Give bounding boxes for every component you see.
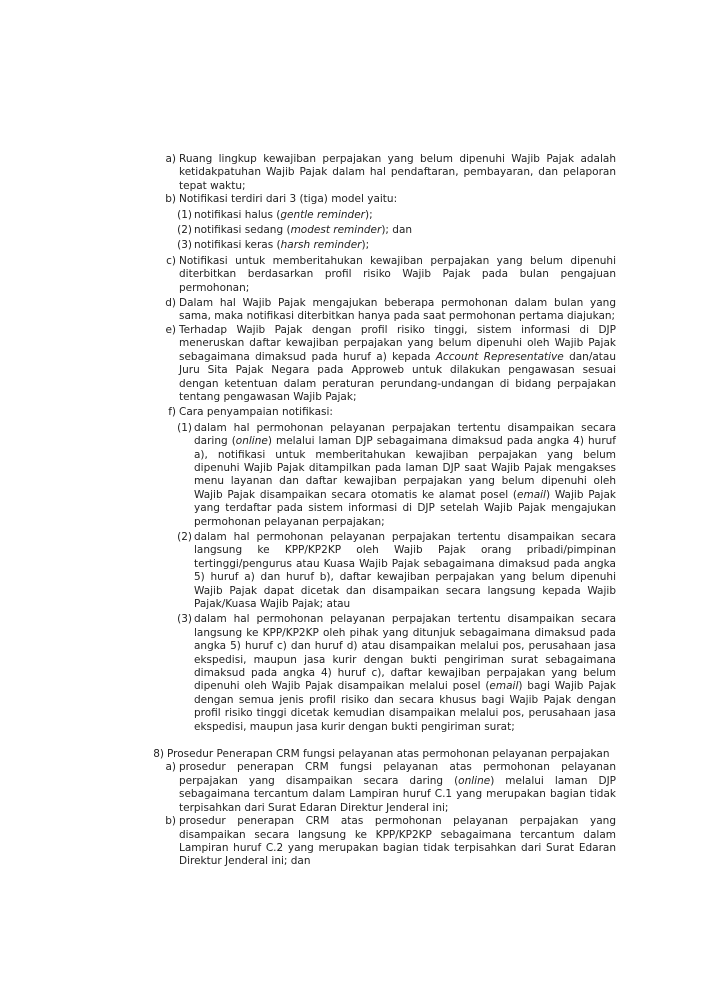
text-part: ); — [365, 208, 373, 221]
item-text — [179, 324, 616, 404]
item-label: a) — [165, 153, 176, 165]
item-label: (2) — [177, 530, 192, 543]
item-text: Notifikasi untuk memberitahukan kewajiban perpajakan yang belum dipenuhi diterbitkan berdasarkan profil risiko Wajib Pajak pada bulan pengajuan permohonan; — [179, 254, 616, 294]
text-part: ) Wajib Pajak yang terdaftar pada sistem informasi di DJP setelah Wajib Pajak mengajukan permohonan pelayanan perpajakan; — [194, 488, 616, 528]
text-part: ) bagi Wajib Pajak dengan semua jenis profil risiko dan secara khusus bagi Wajib Pajak dengan profil risiko tinggi dicetak kemudian disampaikan melalui pos, perusahaan jasa ekspedisi, maupun jasa kurir dengan bukti pengiriman surat; — [194, 680, 616, 733]
section-7-list — [153, 153, 617, 869]
section-8-heading — [148, 748, 616, 761]
item-text — [194, 224, 616, 237]
section-spacer — [160, 734, 616, 748]
notif-model-item — [176, 239, 616, 252]
section-label: 8) — [153, 748, 164, 761]
text-part: notifikasi keras ( — [194, 239, 281, 252]
italic-term: online — [458, 774, 491, 787]
text-part: Terhadap Wajib Pajak dengan profil risiko tinggi, sistem informasi di DJP meneruskan daftar kewajiban perpajakan yang belum dipenuhi oleh Wajib Pajak sebagaimana dimaksud pada huruf a) kepada — [179, 323, 616, 363]
section-8-item-b — [160, 815, 616, 869]
notif-model-item — [176, 224, 616, 237]
item-label: b) — [165, 815, 176, 828]
item-text: Notifikasi terdiri dari 3 (tiga) model yaitu: — [179, 193, 398, 206]
item-text — [194, 209, 616, 222]
text-part: notifikasi halus ( — [194, 208, 281, 221]
text-part: dan/atau Juru Sita Pajak Negara pada Approweb untuk dilakukan pengawasan sesuai dengan ketentuan dalam peraturan perundang-undangan di bidang perpajakan tentang pengawasan Wajib Pajak; — [179, 350, 617, 403]
item-label: (3) — [177, 239, 192, 252]
list-item-b — [160, 193, 616, 206]
notif-model-item — [176, 209, 616, 222]
text-part: prosedur penerapan CRM atas permohonan pelayanan perpajakan yang disampaikan secara langsung ke KPP/KP2KP sebagaimana tercantum dalam Lampiran huruf C.2 yang merupakan bagian tidak terpisahkan dari Surat Edaran Direktur Jenderal ini; dan — [179, 815, 616, 868]
text-part: ) melalui laman DJP sebagaimana tercantum dalam Lampiran huruf C.1 yang merupakan bagian tidak terpisahkan dari Surat Edaran Direktur Jenderal ini; — [179, 774, 616, 814]
delivery-methods — [176, 422, 616, 734]
italic-term: Account Representative — [435, 350, 564, 363]
item-text: Dalam hal Wajib Pajak mengajukan beberapa permohonan dalam bulan yang sama, maka notifikasi diterbitkan hanya pada saat permohonan pertama diajukan; — [179, 297, 616, 323]
list-item-d — [160, 297, 616, 324]
list-item-a — [160, 153, 616, 193]
item-text: Ruang lingkup kewajiban perpajakan yang belum dipenuhi Wajib Pajak adalah ketidakpatuhan Wajib Pajak dalam hal pendaftaran, pembayaran, dan pelaporan tepat waktu; — [179, 153, 616, 192]
item-text: Cara penyampaian notifikasi: — [179, 406, 333, 419]
delivery-item — [176, 531, 616, 611]
text-part: notifikasi sedang ( — [194, 224, 291, 237]
italic-term: gentle reminder — [280, 208, 365, 221]
text-part: dalam hal permohonan pelayanan perpajakan tertentu disampaikan secara daring ( — [194, 421, 616, 448]
item-label: f) — [168, 406, 176, 419]
item-label: a) — [165, 761, 176, 774]
text-part: ) melalui laman DJP sebagaimana dimaksud pada angka 4) huruf a), notifikasi untuk memberitahukan kewajiban perpajakan yang belum dipenuhi Wajib Pajak ditampilkan pada laman DJP saat Wajib Pajak mengakses menu layanan dan daftar kewajiban perpajakan yang belum dipenuhi oleh Wajib Pajak disampaikan secara otomatis ke alamat posel ( — [194, 435, 616, 501]
italic-term: online — [235, 435, 268, 448]
item-label: b) — [165, 193, 176, 206]
section-8-item-a — [160, 761, 616, 815]
item-text — [194, 239, 616, 252]
item-label: (1) — [177, 208, 192, 221]
italic-term: harsh reminder — [280, 239, 362, 252]
list-item-f — [160, 406, 616, 419]
item-text — [194, 422, 616, 529]
notification-models — [176, 209, 616, 253]
text-part: ); dan — [381, 224, 413, 237]
italic-term: email — [517, 488, 546, 501]
item-text — [194, 531, 616, 611]
list-item-c — [160, 255, 616, 295]
text-part: dalam hal permohonan pelayanan perpajakan tertentu disampaikan secara langsung ke KPP/KP2KP oleh pihak yang ditunjuk sebagaimana dimaksud pada angka 5) huruf c) dan huruf d) atau disampaikan melalui pos, perusahaan jasa ekspedisi, maupun jasa kurir dengan bukti pengiriman surat sebagaimana dimaksud pada angka 4) huruf c), daftar kewajiban perpajakan yang belum dipenuhi oleh Wajib Pajak disampaikan melalui posel ( — [194, 613, 616, 693]
italic-term: email — [489, 680, 519, 693]
italic-term: modest reminder — [290, 224, 382, 237]
item-label: (1) — [177, 421, 192, 434]
item-text — [194, 613, 616, 734]
item-label: d) — [165, 297, 176, 310]
list-item-e — [160, 324, 616, 404]
text-part: dalam hal permohonan pelayanan perpajakan tertentu disampaikan secara langsung ke KPP/KP2KP oleh Wajib Pajak orang pribadi/pimpinan tertinggi/pengurus atau Kuasa Wajib Pajak sebagaimana dimaksud pada angka 5) huruf a) dan huruf b), daftar kewajiban perpajakan yang belum dipenuhi Wajib Pajak dapat dicetak dan disampaikan secara langsung kepada Wajib Pajak/Kuasa Wajib Pajak; atau — [194, 530, 616, 610]
item-label: (3) — [177, 613, 192, 626]
item-label: (2) — [177, 224, 192, 237]
delivery-item — [176, 613, 616, 734]
section-title: Prosedur Penerapan CRM fungsi pelayanan atas permohonan pelayanan perpajakan — [167, 748, 610, 761]
text-part: ); — [361, 239, 370, 252]
item-label: e) — [165, 323, 176, 336]
item-label: c) — [166, 254, 176, 267]
item-text — [179, 761, 616, 815]
delivery-item — [176, 422, 616, 529]
item-text — [179, 815, 616, 869]
text-part: prosedur penerapan CRM fungsi pelayanan atas permohonan pelayanan perpajakan yang disampaikan secara daring ( — [179, 761, 616, 787]
